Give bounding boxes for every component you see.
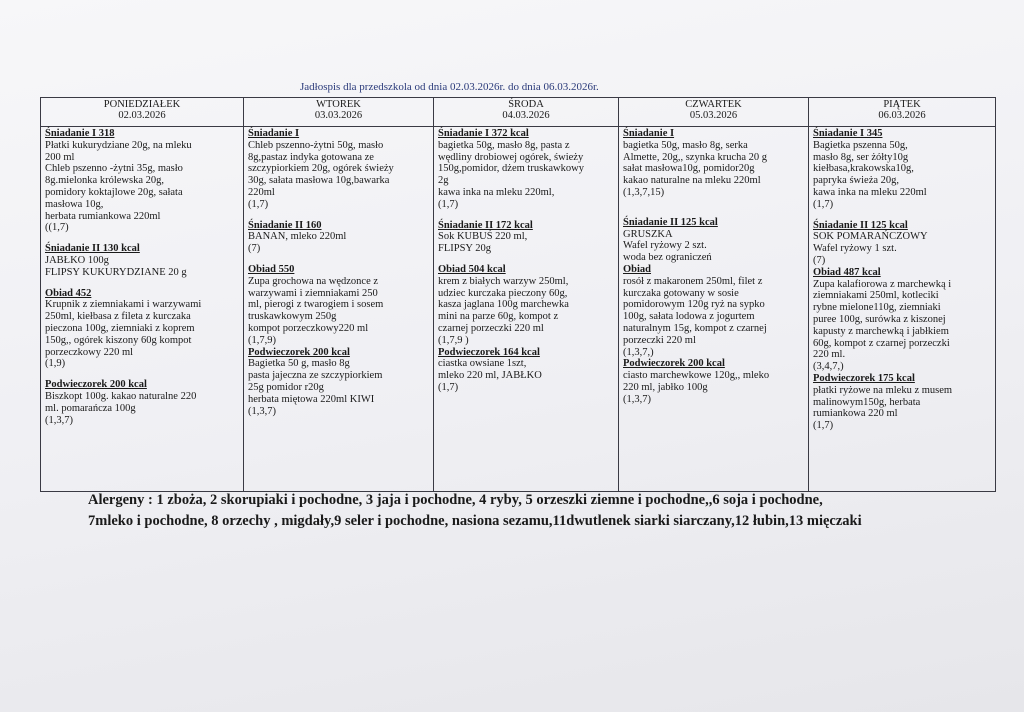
day-header-friday: PIĄTEK 06.03.2026 <box>809 98 996 127</box>
day-header-thursday: CZWARTEK 05.03.2026 <box>619 98 809 127</box>
meal-breakfast-1: Śniadanie I Chleb pszenno-żytni 50g, masło 8g,pastaz indyka gotowana ze szczypiorkiem 20g, ogórek świeży 30g, sałata masłowa 10g,bawarka 220ml (1,7) <box>248 128 394 210</box>
day-header-wednesday: ŚRODA 04.03.2026 <box>434 98 619 127</box>
meal-snack: Podwieczorek 200 kcal Biszkopt 100g. kakao naturalne 220 ml. pomarańcza 100g (1,3,7) <box>45 379 197 426</box>
day-cell-tuesday <box>244 127 434 492</box>
meal-breakfast-2: Śniadanie II 125 kcal GRUSZKA Wafel ryżowy 2 szt. woda bez ograniczeń <box>623 216 718 264</box>
page-title: Jadłospis dla przedszkola od dnia 02.03.2026r. do dnia 06.03.2026r. <box>300 81 599 93</box>
allergen-legend-line-1: Alergeny : 1 zboża, 2 skorupiaki i pochodne, 3 jaja i pochodne, 4 ryby, 5 orzeszki ziemne i pochodne,,6 soja i pochodne, <box>88 492 823 508</box>
day-menu-row <box>41 127 996 492</box>
day-cell-thursday <box>619 127 809 492</box>
meal-breakfast-1: Śniadanie I 345 Bagietka pszenna 50g, masło 8g, ser żółty10g kiełbasa,krakowska10g, papryka świeża 20g, kawa inka na mleku 220ml (1,7) <box>813 128 927 210</box>
allergen-legend-line-2: 7mleko i pochodne, 8 orzechy , migdały,9 seler i pochodne, nasiona sezamu,11dwutlenek siarki siarczany,12 łubin,13 mięczaki <box>88 513 862 529</box>
weekly-menu-table <box>40 97 996 492</box>
meal-lunch: Obiad 487 kcal Zupa kalafiorowa z marchewką i ziemniakami 250ml, kotleciki rybne mielone110g, ziemniaki puree 100g, surówka z kiszonej kapusty z marchewką i jabłkiem 60g, kompot z czarnej porzeczki 220 ml. (3,4,7,) <box>813 266 952 373</box>
day-cell-friday <box>809 127 996 492</box>
meal-lunch: Obiad 550 Zupa grochowa na wędzonce z warzywami i ziemniakami 250 ml, pierogi z twarogiem i sosem truskawkowym 250g kompot porzeczkowy220 ml (1,7,9) <box>248 263 384 346</box>
meal-snack: Podwieczorek 200 kcal ciasto marchewkowe 120g,, mleko 220 ml, jabłko 100g (1,3,7) <box>623 358 770 405</box>
meal-breakfast-2: Śniadanie II 172 kcal Sok KUBUŚ 220 ml, FLIPSY 20g <box>438 219 533 255</box>
day-header-row <box>41 98 996 127</box>
meal-breakfast-2: Śniadanie II 160 BANAN, mleko 220ml (7) <box>248 219 347 255</box>
meal-breakfast-2: Śniadanie II 130 kcal JABŁKO 100g FLIPSY KUKURYDZIANE 20 g <box>45 243 187 278</box>
meal-lunch: Obiad 504 kcal krem z białych warzyw 250ml, udziec kurczaka pieczony 60g, kasza jaglana 100g marchewka mini na parze 60g, kompot z czarnej porzeczki 220 ml (1,7,9 ) <box>438 263 569 346</box>
day-cell-monday <box>41 127 244 492</box>
meal-breakfast-1: Śniadanie I bagietka 50g, masło 8g, serka Almette, 20g,, szynka krucha 20 g sałat masłowa10g, pomidor20g kakao naturalne na mleku 220ml (1,3,7,15) <box>623 128 768 198</box>
meal-breakfast-2: Śniadanie II 125 kcal SOK POMARAŃCZOWY Wafel ryżowy 1 szt. (7) <box>813 219 928 266</box>
allergen-legend <box>88 490 988 532</box>
meal-lunch: Obiad 452 Krupnik z ziemniakami i warzywami 250ml, kiełbasa z fileta z kurczaka pieczona 100g, ziemniaki z koprem 150g,, ogórek kiszony 60g kompot porzeczkowy 220 ml (1,9) <box>45 287 202 370</box>
day-header-monday: PONIEDZIAŁEK 02.03.2026 <box>41 98 244 127</box>
meal-breakfast-1: Śniadanie I 318 Płatki kukurydziane 20g, na mleku 200 ml Chleb pszenno -żytni 35g, masło 8g.mielonka królewska 20g, pomidory koktajlowe 20g, sałata masłowa 10g, herbata rumiankowa 220ml ((1,7) <box>45 128 192 234</box>
day-header-tuesday: WTOREK 03.03.2026 <box>244 98 434 127</box>
meal-snack: Podwieczorek 200 kcal Bagietka 50 g, masło 8g pasta jajeczna ze szczypiorkiem 25g pomidor r20g herbata miętowa 220ml KIWI (1,3,7) <box>248 346 383 417</box>
meal-snack: Podwieczorek 175 kcal płatki ryżowe na mleku z musem malinowym150g, herbata rumiankowa 220 ml (1,7) <box>813 372 953 432</box>
meal-snack: Podwieczorek 164 kcal ciastka owsiane 1szt, mleko 220 ml, JABŁKO (1,7) <box>438 346 542 393</box>
meal-breakfast-1: Śniadanie I 372 kcal bagietka 50g, masło 8g, pasta z wędliny drobiowej ogórek, świeży 150g,pomidor, dżem truskawkowy 2g kawa inka na mleku 220ml, (1,7) <box>438 128 584 210</box>
day-cell-wednesday <box>434 127 619 492</box>
meal-lunch: Obiad rosół z makaronem 250ml, filet z kurczaka gotowany w sosie pomidorowym 120g ryż na sypko 100g, sałata lodowa z jogurtem naturalnym 15g, kompot z czarnej porzeczki 220 ml (1,3,7,) <box>623 263 767 358</box>
